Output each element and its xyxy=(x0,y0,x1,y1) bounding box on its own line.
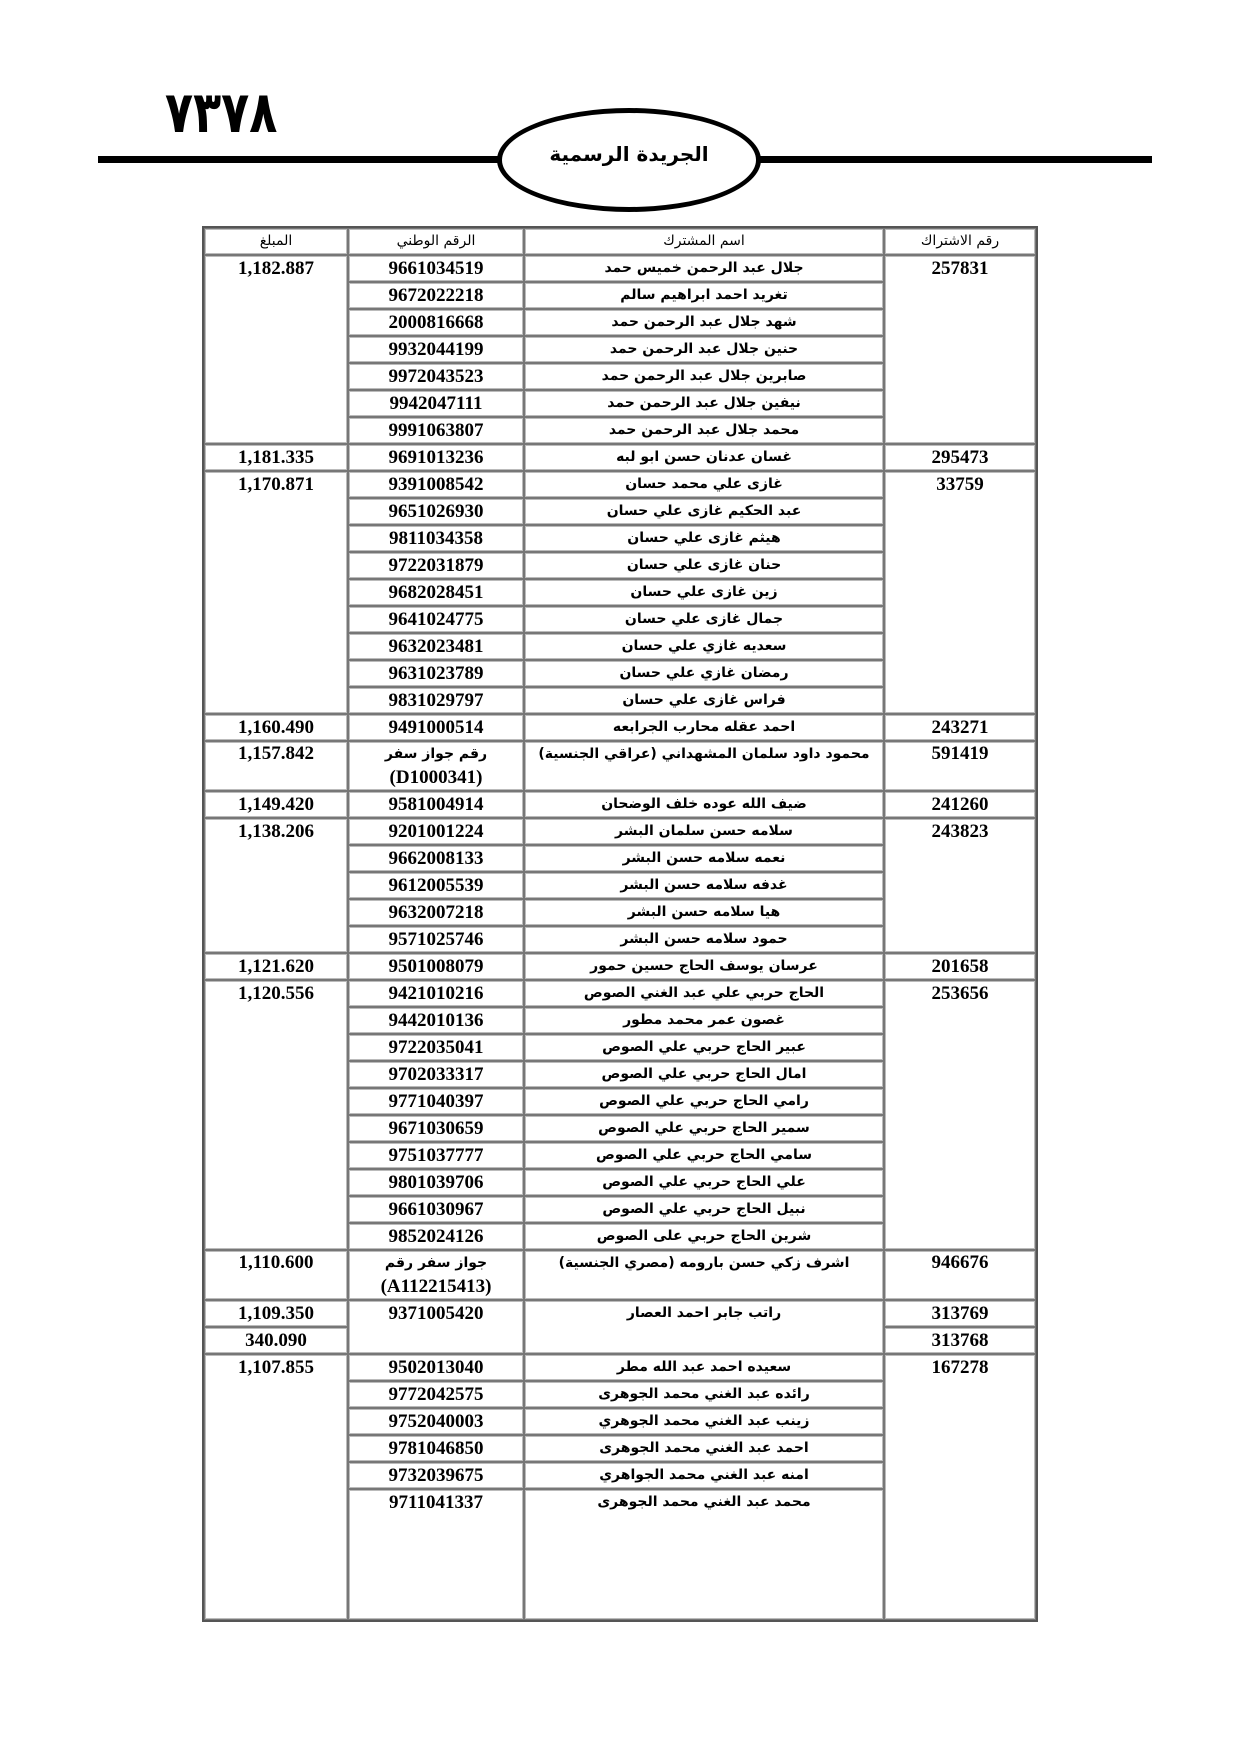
national-id-cell xyxy=(348,1462,524,1489)
table-row xyxy=(204,980,1036,1007)
national-id-text: 9682028451 xyxy=(388,582,484,603)
table-row xyxy=(204,714,1036,741)
subscription-number-cell: 201658 xyxy=(884,953,1036,980)
national-id-cell xyxy=(348,390,524,417)
national-id-text: 9501008079 xyxy=(388,956,484,977)
national-id-text: 9702033317 xyxy=(388,1064,484,1085)
national-id-cell xyxy=(348,1408,524,1435)
subscriber-name-cell: حنين جلال عبد الرحمن حمد xyxy=(524,336,884,363)
subscriber-name-cell: راتب جابر احمد العصار xyxy=(524,1300,884,1354)
table-row xyxy=(204,791,1036,818)
national-id-cell xyxy=(348,363,524,390)
subscriber-name-cell: هيثم غازى علي حسان xyxy=(524,525,884,552)
amount-cell: 1,107.855 xyxy=(204,1354,348,1620)
subscriber-name-cell: فراس غازى علي حسان xyxy=(524,687,884,714)
national-id-cell xyxy=(348,741,524,791)
subscriber-name-cell: رائده عبد الغني محمد الجوهرى xyxy=(524,1381,884,1408)
national-id-text: 9651026930 xyxy=(388,501,484,522)
subscription-number-cell: 313768 xyxy=(884,1327,1036,1354)
national-id-cell xyxy=(348,1115,524,1142)
national-id-text: 9632007218 xyxy=(388,902,484,923)
subscriber-name-cell: غسان عدنان حسن ابو لبه xyxy=(524,444,884,471)
subscriber-name-cell: نبيل الحاج حربي علي الصوص xyxy=(524,1196,884,1223)
column-header-subscriber-name: اسم المشترك xyxy=(524,228,884,255)
subscription-number-cell: 243823 xyxy=(884,818,1036,953)
subscriber-name-cell: احمد عبد الغني محمد الجوهرى xyxy=(524,1435,884,1462)
amount-cell: 1,170.871 xyxy=(204,471,348,714)
subscriber-name-cell: نيفين جلال عبد الرحمن حمد xyxy=(524,390,884,417)
national-id-cell xyxy=(348,471,524,498)
national-id-cell xyxy=(348,336,524,363)
amount-cell: 1,120.556 xyxy=(204,980,348,1250)
national-id-text: 9852024126 xyxy=(388,1226,484,1247)
national-id-text: 9671030659 xyxy=(388,1118,484,1139)
subscriber-name-cell: رمضان غازي علي حسان xyxy=(524,660,884,687)
subscription-number-cell: 241260 xyxy=(884,791,1036,818)
subscriber-name-cell: امنه عبد الغني محمد الجواهري xyxy=(524,1462,884,1489)
column-header-national-id: الرقم الوطني xyxy=(348,228,524,255)
subscriber-name-cell: سعديه غازي علي حسان xyxy=(524,633,884,660)
subscriber-name-cell: غدفه سلامه حسن البشر xyxy=(524,872,884,899)
national-id-cell xyxy=(348,633,524,660)
national-id-cell xyxy=(348,791,524,818)
column-header-subscription-number: رقم الاشتراك xyxy=(884,228,1036,255)
national-id-cell xyxy=(348,1489,524,1620)
subscriber-name-cell: حنان غازى علي حسان xyxy=(524,552,884,579)
subscriber-name-cell: صابرين جلال عبد الرحمن حمد xyxy=(524,363,884,390)
national-id-cell xyxy=(348,579,524,606)
subscriber-name-cell: غصون عمر محمد مطور xyxy=(524,1007,884,1034)
subscriber-name-cell: ضيف الله عوده خلف الوضحان xyxy=(524,791,884,818)
national-id-cell xyxy=(348,980,524,1007)
national-id-text: 9421010216 xyxy=(388,983,484,1004)
national-id-text: 9932044199 xyxy=(388,339,484,360)
header-rule-left xyxy=(98,156,498,163)
national-id-cell xyxy=(348,1007,524,1034)
national-id-cell xyxy=(348,606,524,633)
table-row xyxy=(204,444,1036,471)
national-id-cell xyxy=(348,660,524,687)
subscriber-name-cell: رامي الحاج حربي علي الصوص xyxy=(524,1088,884,1115)
subscription-number-cell: 295473 xyxy=(884,444,1036,471)
national-id-text: 9581004914 xyxy=(388,794,484,815)
subscribers-table xyxy=(202,226,1038,1622)
national-id-text: 9771040397 xyxy=(388,1091,484,1112)
subscriber-name-cell: محمد عبد الغني محمد الجوهرى xyxy=(524,1489,884,1620)
national-id-cell xyxy=(348,1196,524,1223)
national-id-text: 9661034519 xyxy=(388,258,484,279)
national-id-cell xyxy=(348,1142,524,1169)
column-header-amount: المبلغ xyxy=(204,228,348,255)
subscriber-name-cell: زينب عبد الغني محمد الجوهري xyxy=(524,1408,884,1435)
national-id-cell xyxy=(348,255,524,282)
national-id-cell xyxy=(348,1381,524,1408)
subscriber-name-cell: اشرف زكي حسن بارومه (مصري الجنسية) xyxy=(524,1250,884,1300)
subscription-number-cell: 946676 xyxy=(884,1250,1036,1300)
national-id-text: 9942047111 xyxy=(389,393,483,414)
national-id-text: 9661030967 xyxy=(388,1199,484,1220)
subscriber-name-cell: هيا سلامه حسن البشر xyxy=(524,899,884,926)
national-id-cell: 9371005420 xyxy=(348,1300,524,1354)
subscriber-name-cell: نعمه سلامه حسن البشر xyxy=(524,845,884,872)
table-row xyxy=(204,741,1036,791)
national-id-text: 9442010136 xyxy=(388,1010,484,1031)
national-id-text: 9662008133 xyxy=(388,848,484,869)
subscriber-name-cell: سعيده احمد عبد الله مطر xyxy=(524,1354,884,1381)
subscriber-name-cell: علي الحاج حربي علي الصوص xyxy=(524,1169,884,1196)
amount-cell: 340.090 xyxy=(204,1327,348,1354)
amount-cell: 1,110.600 xyxy=(204,1250,348,1300)
national-id-text: 9491000514 xyxy=(388,717,484,738)
national-id-cell xyxy=(348,1169,524,1196)
amount-cell: 1,181.335 xyxy=(204,444,348,471)
amount-cell: 1,109.350 xyxy=(204,1300,348,1327)
national-id-cell xyxy=(348,899,524,926)
subscription-number-cell: 243271 xyxy=(884,714,1036,741)
national-id-cell xyxy=(348,953,524,980)
national-id-text: 9991063807 xyxy=(388,420,484,441)
amount-cell: 1,160.490 xyxy=(204,714,348,741)
national-id-text: 9722035041 xyxy=(388,1037,484,1058)
national-id-cell xyxy=(348,1354,524,1381)
national-id-text: 9672022218 xyxy=(388,285,484,306)
passport-number-text: (A112215413) xyxy=(380,1276,492,1297)
amount-cell: 1,182.887 xyxy=(204,255,348,444)
table-row xyxy=(204,1250,1036,1300)
national-id-cell xyxy=(348,1250,524,1300)
amount-cell: 1,149.420 xyxy=(204,791,348,818)
national-id-cell xyxy=(348,926,524,953)
table-row xyxy=(204,255,1036,282)
national-id-text: 9772042575 xyxy=(388,1384,484,1405)
national-id-text: 9831029797 xyxy=(388,690,484,711)
national-id-text: 9751037777 xyxy=(388,1145,484,1166)
national-id-cell xyxy=(348,417,524,444)
national-id-text: 9632023481 xyxy=(388,636,484,657)
subscriber-name-cell: سامي الحاج حربي علي الصوص xyxy=(524,1142,884,1169)
table-header-row xyxy=(204,228,1036,255)
national-id-cell xyxy=(348,1435,524,1462)
national-id-cell xyxy=(348,1223,524,1250)
subscriber-name-cell: الحاج حربي علي عبد الغني الصوص xyxy=(524,980,884,1007)
national-id-cell xyxy=(348,525,524,552)
subscriber-name-cell: زين غازى علي حسان xyxy=(524,579,884,606)
subscriber-name-cell: عبد الحكيم غازى علي حسان xyxy=(524,498,884,525)
subscriber-name-cell: سلامه حسن سلمان البشر xyxy=(524,818,884,845)
national-id-text: 9391008542 xyxy=(388,474,484,495)
national-id-cell xyxy=(348,552,524,579)
national-id-cell xyxy=(348,1034,524,1061)
subscriber-name-cell: محمود داود سلمان المشهداني (عراقي الجنسية) xyxy=(524,741,884,791)
subscriber-name-cell: شهد جلال عبد الرحمن حمد xyxy=(524,309,884,336)
amount-cell: 1,138.206 xyxy=(204,818,348,953)
national-id-cell xyxy=(348,282,524,309)
subscriber-name-cell: عبير الحاج حربي علي الصوص xyxy=(524,1034,884,1061)
subscriber-name-cell: حمود سلامه حسن البشر xyxy=(524,926,884,953)
national-id-text: 9691013236 xyxy=(388,447,484,468)
header-rule-right xyxy=(760,156,1152,163)
subscriber-name-cell: عرسان يوسف الحاج حسين حمور xyxy=(524,953,884,980)
national-id-text: 9801039706 xyxy=(388,1172,484,1193)
national-id-cell xyxy=(348,818,524,845)
national-id-cell xyxy=(348,845,524,872)
subscriber-name-cell: تغريد احمد ابراهيم سالم xyxy=(524,282,884,309)
subscription-number-cell: 313769 xyxy=(884,1300,1036,1327)
national-id-text: جواز سفر رقم xyxy=(384,1255,488,1271)
subscription-number-cell: 253656 xyxy=(884,980,1036,1250)
national-id-text: 9711041337 xyxy=(389,1492,483,1513)
subscriber-name-cell: جمال غازى علي حسان xyxy=(524,606,884,633)
publication-title-oval xyxy=(497,108,761,212)
table-row xyxy=(204,471,1036,498)
passport-number-text: (D1000341) xyxy=(389,767,483,788)
national-id-text: 9732039675 xyxy=(388,1465,484,1486)
table-row xyxy=(204,1354,1036,1381)
subscriber-name-cell: جلال عبد الرحمن خميس حمد xyxy=(524,255,884,282)
national-id-text: رقم جواز سفر xyxy=(384,746,488,762)
table-body xyxy=(204,255,1036,1620)
national-id-cell xyxy=(348,714,524,741)
national-id-text: 9641024775 xyxy=(388,609,484,630)
national-id-text: 9972043523 xyxy=(388,366,484,387)
amount-cell: 1,121.620 xyxy=(204,953,348,980)
subscriber-name-cell: غازى علي محمد حسان xyxy=(524,471,884,498)
page-number: ٧٣٧٨ xyxy=(165,78,278,146)
national-id-text: 9631023789 xyxy=(388,663,484,684)
national-id-cell xyxy=(348,1088,524,1115)
publication-title: الجريدة الرسمية xyxy=(549,142,709,166)
national-id-text: 9612005539 xyxy=(388,875,484,896)
national-id-cell xyxy=(348,1061,524,1088)
national-id-cell xyxy=(348,687,524,714)
national-id-text: 9722031879 xyxy=(388,555,484,576)
subscription-number-cell: 33759 xyxy=(884,471,1036,714)
table-row xyxy=(204,953,1036,980)
subscriber-name-cell: محمد جلال عبد الرحمن حمد xyxy=(524,417,884,444)
national-id-text: 9201001224 xyxy=(388,821,484,842)
subscription-number-cell: 591419 xyxy=(884,741,1036,791)
table-row xyxy=(204,818,1036,845)
national-id-cell xyxy=(348,444,524,471)
national-id-text: 9502013040 xyxy=(388,1357,484,1378)
subscriber-name-cell: احمد عقله محارب الجرابعه xyxy=(524,714,884,741)
national-id-text: 9752040003 xyxy=(388,1411,484,1432)
national-id-text: 9811034358 xyxy=(389,528,483,549)
subscriber-name-cell: امال الحاج حربي علي الصوص xyxy=(524,1061,884,1088)
table-row xyxy=(204,1300,1036,1327)
subscription-number-cell: 167278 xyxy=(884,1354,1036,1620)
national-id-text: 9781046850 xyxy=(388,1438,484,1459)
national-id-text: 2000816668 xyxy=(388,312,484,333)
national-id-text: 9571025746 xyxy=(388,929,484,950)
national-id-cell xyxy=(348,498,524,525)
national-id-cell xyxy=(348,872,524,899)
subscription-number-cell: 257831 xyxy=(884,255,1036,444)
national-id-cell xyxy=(348,309,524,336)
subscriber-name-cell: شرين الحاج حربي على الصوص xyxy=(524,1223,884,1250)
amount-cell: 1,157.842 xyxy=(204,741,348,791)
subscriber-name-cell: سمير الحاج حربي علي الصوص xyxy=(524,1115,884,1142)
